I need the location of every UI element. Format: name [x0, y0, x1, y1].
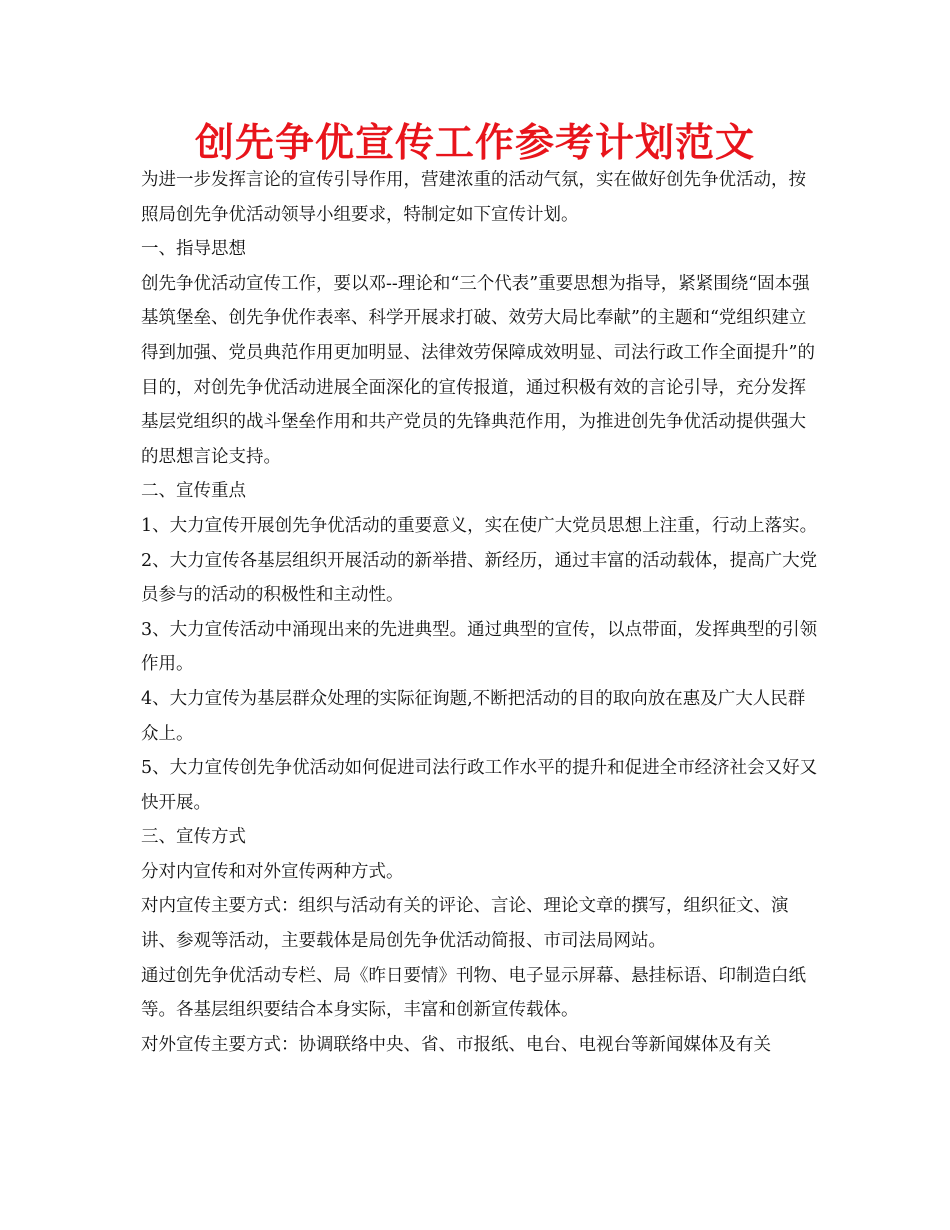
key-point-3: 3、大力宣传活动中涌现出来的先进典型。通过典型的宣传，以点带面，发挥典型的引领作用。	[141, 619, 818, 675]
document-body	[141, 163, 821, 1062]
intro-paragraph: 为进一步发挥言论的宣传引导作用，营建浓重的活动气氛，实在做好创先争优活动，按照局创先争优活动领导小组要求，特制定如下宣传计划。	[141, 170, 806, 225]
document-title: 创先争优宣传工作参考计划范文	[194, 121, 755, 166]
key-point-1: 1、大力宣传开展创先争优活动的重要意义，实在使广大党员思想上注重，行动上落实。	[141, 515, 818, 536]
section-heading-key-points: 二、宣传重点	[141, 481, 246, 502]
methods-intro-paragraph: 分对内宣传和对外宣传两种方式。	[141, 861, 404, 882]
external-methods-paragraph: 对外宣传主要方式：协调联络中央、省、市报纸、电台、电视台等新闻媒体及有关	[141, 1034, 771, 1055]
section-heading-guiding-thought: 一、指导思想	[141, 239, 246, 260]
section-heading-methods: 三、宣传方式	[141, 827, 246, 848]
key-point-2: 2、大力宣传各基层组织开展活动的新举措、新经历，通过丰富的活动载体，提高广大党员参与的活动的积极性和主动性。	[141, 550, 818, 606]
key-point-4: 4、大力宣传为基层群众处理的实际征询题,不断把活动的目的取向放在惠及广大人民群众上。	[141, 688, 806, 744]
channels-paragraph: 通过创先争优活动专栏、局《昨日要情》刊物、电子显示屏幕、悬挂标语、印制造白纸等。各基层组织要结合本身实际，丰富和创新宣传载体。	[141, 965, 806, 1021]
guiding-thought-paragraph: 创先争优活动宣传工作，要以邓--理论和“三个代表”重要思想为指导，紧紧围绕“固本强基筑堡垒、创先争优作表率、科学开展求打破、效劳大局比奉献”的主题和“党组织建立得到加强、党员典范作用更加明显、法律效劳保障成效明显、司法行政工作全面提升”的目的，对创先争优活动进展全面深化的宣传报道，通过积极有效的言论引导，充分发挥基层党组织的战斗堡垒作用和共产党员的先锋典范作用，为推进创先争优活动提供强大的思想言论支持。	[141, 273, 815, 467]
internal-methods-paragraph: 对内宣传主要方式：组织与活动有关的评论、言论、理论文章的撰写，组织征文、演讲、参观等活动，主要载体是局创先争优活动简报、市司法局网站。	[141, 896, 789, 952]
key-point-5: 5、大力宣传创先争优活动如何促进司法行政工作水平的提升和促进全市经济社会又好又快开展。	[141, 758, 818, 813]
